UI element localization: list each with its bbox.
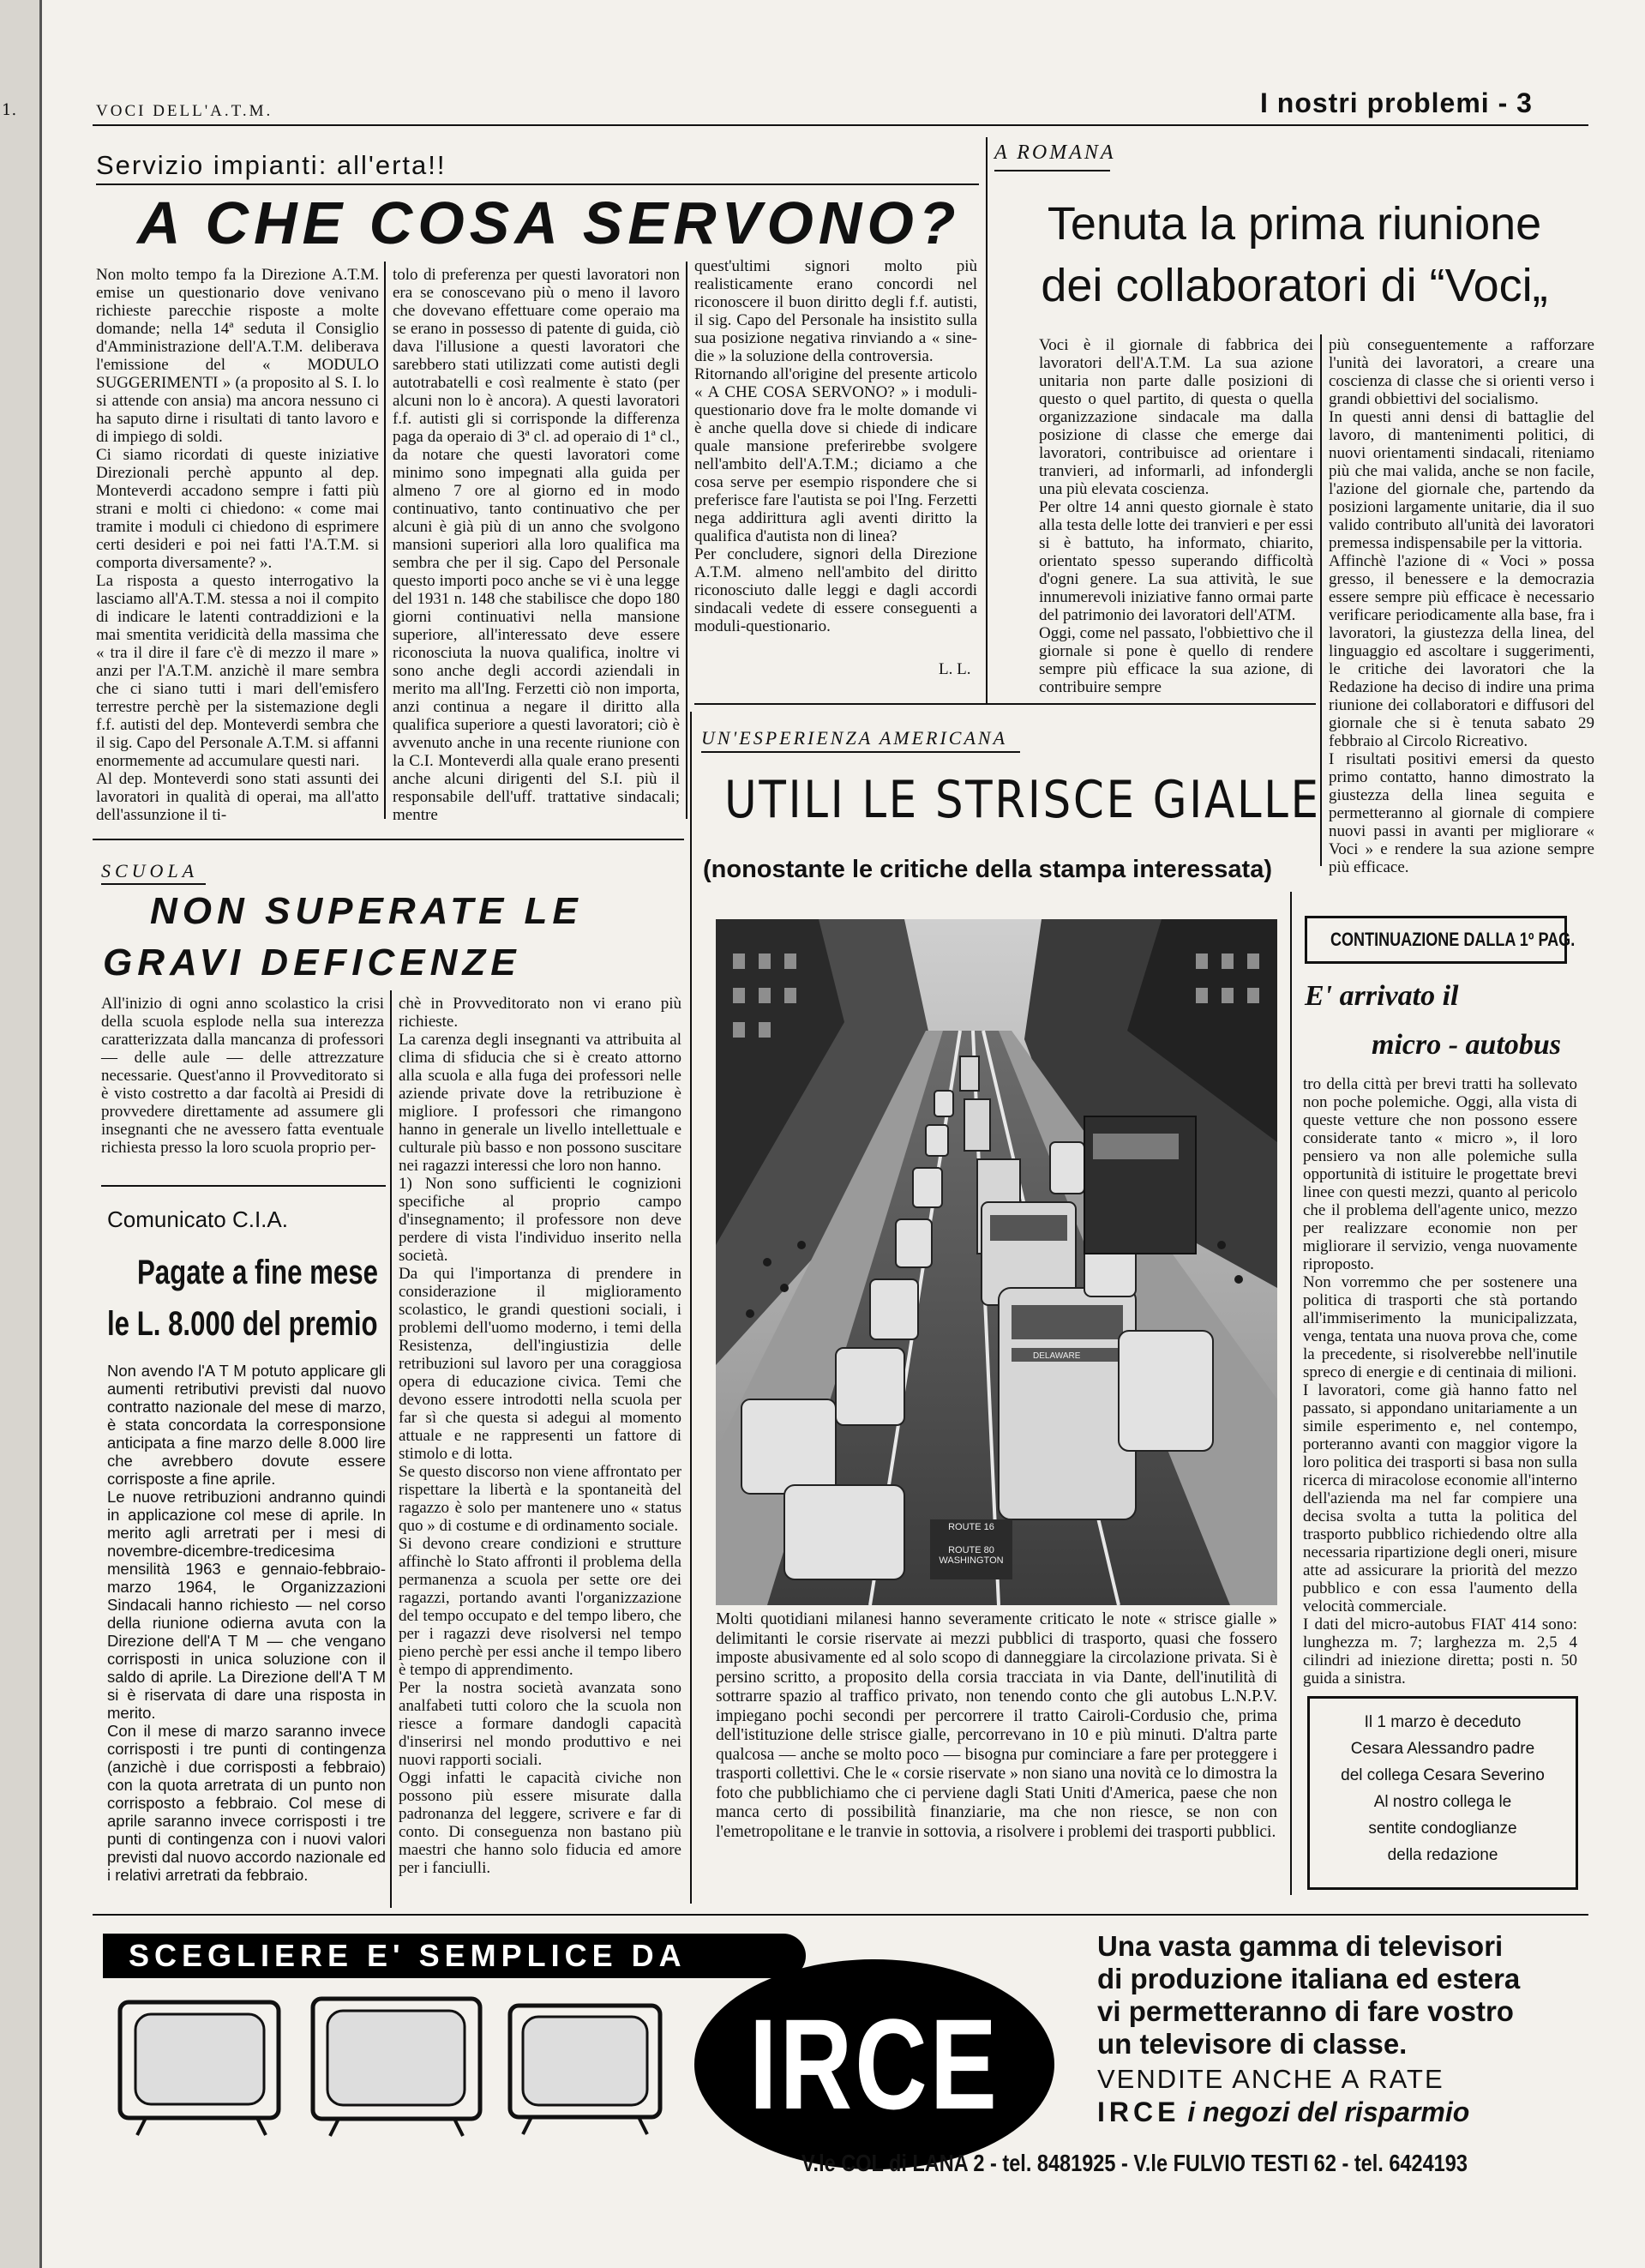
cia-kicker: Comunicato C.I.A. xyxy=(107,1206,288,1232)
tv-2-icon xyxy=(313,1999,480,2136)
ad-address: V.le COL di LANA 2 - tel. 8481925 - V.le FULVIO TESTI 62 - tel. 6424193 xyxy=(801,2150,1468,2176)
scuola-kicker: SCUOLA xyxy=(101,860,199,881)
scuola-headline-1: NON SUPERATE LE xyxy=(150,890,583,932)
ad-text-4: un televisore di classe. xyxy=(1097,2028,1408,2060)
ad-top-rule xyxy=(93,1914,1588,1916)
strisce-kicker-rule xyxy=(701,751,1020,753)
microbus-body: tro della città per brevi tratti ha sollevato non poche polemiche. Oggi, alla vista di queste vetture che non possono essere considerate tanto « micro », il loro pensiero va non alle polemiche sulla opportunità di istituire le progettate brevi linee con questi mezzi, quanto al pericolo che il problema dell'agente unico, mezzo per realizzare economie non per migliorare il servizio, venga nuovamente riproposto. Non vorremmo che per sostenere una politica di trasporti che stà portando all'immiserimento la municipalizzata, venga, tentata una nuova prova che, come la precedente, si risolverebbe nell'inutile spreco di energie e di centinaia di milioni. I lavoratori, come già hanno fatto nel passato, si appondano unitariamente a un simile esperimento e, nel contempo, porteranno avanti con maggior vigore la loro politica dei trasporti si basa non sulla ricerca di miracolose economie all'interno dell'azienda ma nel far compiere una decisa svolta a tutta la politica del trasporto pubblico richiedendo oltre alla necessaria ripartizione degli oneri, misure atte ad assicurare la priorità del mezzo pubblico e con essa l'aumento della velocità commerciale. I dati del micro-autobus FIAT 414 sono: lunghezza m. 7; larghezza m. 2,5 4 cilindri ad iniezione diretta; posti n. 50 guida a sinistra. xyxy=(1303,1075,1577,1687)
obituary-line-3: del collega Cesara Severino xyxy=(1341,1766,1545,1784)
romana-kicker: A ROMANA xyxy=(994,141,1116,164)
obituary-line-1: Il 1 marzo è deceduto xyxy=(1364,1713,1522,1731)
strisce-kicker: UN'ESPERIENZA AMERICANA xyxy=(701,727,1008,749)
margin-mark: 1. xyxy=(2,101,17,119)
street-photo xyxy=(716,919,1277,1605)
strisce-headline: UTILI LE STRISCE GIALLE xyxy=(724,770,1321,830)
romana-headline: Tenuta la prima riunione dei collaboratori di “Voci„ xyxy=(1041,198,1548,311)
strisce-subhead: (nonostante le critiche della stampa interessata) xyxy=(703,856,1272,883)
photo-sign-route-80: ROUTE 80 WASHINGTON xyxy=(939,1545,1004,1566)
strisce-top-rule xyxy=(694,703,1316,705)
romana-col-2: più conseguentemente a rafforzare l'unità dei lavoratori, a creare una coscienza di classe che si orienti verso i grandi obbiettivi del socialismo. In questi anni densi di battaglie del lavoro, di mantenimenti politici, di nuovi orientamenti sindacali, riteniamo più che mai valida, anche se non facile, l'azione del giornale che, partendo da posizioni largamente unitarie, dia il suo valido contributo all'unità dei lavoratori premessa indispensabile per la vittoria. Affinchè l'azione di « Voci » possa gresso, il benessere e la democrazia essere sempre più efficace è necessario verificare periodicamente alla base, fra i lavoratori, la giustezza della linea, del linguaggio ed ascoltare i suggerimenti, le critiche dei lavoratori che la Redazione ha deciso di indire una prima riunione dei collaboratori e diffusori del giornale che si è tenuta sabato 29 febbraio al Circolo Ricreativo. I risultati positivi emersi da questo primo contatto, hanno dimostrato la giustezza della linea seguita e permetteranno al giornale di compiere nuovi passi in avanti per migliorare « Voci » e rendere la sua azione sempre più efficace. xyxy=(1329,336,1594,876)
atm-signature: L. L. xyxy=(939,660,971,678)
cia-headline-2: le L. 8.000 del premio xyxy=(107,1305,378,1343)
scuola-col-1: All'inizio di ogni anno scolastico la crisi della scuola esplode nella sua interezza caratterizzata dalla mancanza di professori — delle aule — delle attrezzature necessarie. Quest'anno il Provveditorato si è visto costretto a dar facoltà ai Presidi di provvedere direttamente ad assumere gli insegnanti che ne avessero fatta eventuale richiesta presso la loro scuola proprio per- xyxy=(101,995,384,1157)
street-photo-image xyxy=(716,919,1277,1605)
scuola-col-2: chè in Provveditorato non vi erano più richieste. La carenza degli insegnanti va attribuita al clima di sfiducia che si è creato attorno alla scuola e alla fuga dei professori nelle aziende private dove la retribuzione è migliore. I professori che rimangono hanno in generale un livello intellettuale e culturale più basso e non possono suscitare nei ragazzi interessi che loro non hanno. 1) Non sono sufficienti le cognizioni specifiche al proprio campo d'insegnamento; il professore non deve perdere di vista l'individuo inserito nella società. Da qui l'importanza di prendere in considerazione il miglioramento scolastico, le grandi questioni sociali, i problemi dell'uomo moderno, i temi della Resistenza, dell'ingiustizia delle retribuzioni sul lavoro per una coraggiosa opera di educazione civica. Temi che devono essere introdotti nella scuola per far sì che questa si adegui al momento attuale e ne rappresenti un fattore di stimolo e di lotta. Se questo discorso non viene affrontato per rispettare la libertà e la spontaneità del ragazzo è solo per mantenere uno « status quo » di costume e di ordinamento sociale. Si devono creare condizioni e strutture affinchè lo Stato affronti il problema della permanenza a scuola per sette ore dei ragazzi, portando avanti l'organizzazione del tempo occupato e del tempo libero, che per i ragazzi deve risolversi nel tempo pieno perchè per essi anche il tempo libero è tempo di apprendimento. Per la nostra società avanzata sono analfabeti tutti coloro che la scuola non riesce a formare dandogli capacità d'inserirsi nel mondo produttivo e nei nuovi rapporti sociali. Oggi infatti le capacità civiche non possono più essere misurate dalla padronanza del leggere, scrivere e far di conto. Di conseguenza non bastano più maestri che hanno solo fiducia ed amore per i fanciulli. xyxy=(399,995,681,1877)
continuation-label: CONTINUAZIONE DALLA 1º PAG. xyxy=(1330,929,1576,950)
ad-text-1: Una vasta gamma di televisori xyxy=(1097,1930,1504,1962)
obituary-line-5: sentite condoglianze xyxy=(1368,1820,1517,1838)
irce-logo xyxy=(694,1959,1054,2169)
column-divider-microbus xyxy=(1290,892,1292,1895)
microbus-headline-1: E' arrivato il xyxy=(1305,980,1459,1012)
obituary-line-4: Al nostro collega le xyxy=(1373,1793,1512,1811)
cia-top-rule xyxy=(101,1185,386,1187)
atm-col-divider-1 xyxy=(384,262,386,819)
romana-col-1: Voci è il giornale di fabbrica dei lavoratori dell'A.T.M. La sua azione unitaria non parte dalle posizioni di questo o quel partito, di questa o quella organizzazione sindacale ma dalla posizione di classe che emerge dai lavoratori, contribuisce ad orientare i tranvieri, ad informarli, ad infondergli una più elevata coscienza. Per oltre 14 anni questo giornale è stato alla testa delle lotte dei tranvieri e per essi si è battuto, ha informato, chiarito, orientato spesso superando difficoltà d'ogni genere. La sua attività, le sue innumerevoli iniziative fanno ormai parte del patrimonio dei lavoratori dell'ATM. Oggi, come nel passato, l'obbiettivo che il giornale si pone è quello di rendere sempre più efficace la sua azione, di contribuire sempre xyxy=(1039,336,1313,696)
header-rule xyxy=(93,124,1588,126)
tv-illustrations xyxy=(111,1994,669,2144)
romana-kicker-rule xyxy=(994,170,1110,171)
ad-banner xyxy=(103,1934,806,1978)
header-publication: VOCI DELL'A.T.M. xyxy=(96,102,273,120)
obituary-box xyxy=(1307,1696,1578,1890)
ad-irce xyxy=(94,1925,1586,2187)
obituary-line-6: della redazione xyxy=(1387,1846,1498,1864)
left-page-edge xyxy=(0,0,39,2268)
ad-text-6 xyxy=(1097,2097,1469,2128)
scuola-top-rule xyxy=(93,839,684,840)
atm-col-2: tolo di preferenza per questi lavoratori non era se conoscevano più o meno il lavoro che dovevano effettuare come operaio ma se erano in possesso di patente di guida, ciò dava l'illusione a questi lavoratori che sarebbero stati utilizzati come autisti degli autotrabatelli e così realmente è stato (per alcuni non lo è ancora). A questi lavoratori f.f. autisti gli si corrisponde la differenza paga da operaio di 3ª cl. ad operaio di 1ª cl., da notare che questi lavoratori come minimo sono impegnati alla guida per almeno 7 ore al giorno ed in modo continuativo, tanto continuativo che per alcuni è già più di un anno che svolgono mansioni superiori alla loro qualifica ma sembra che per il sig. Capo del Personale questo importi poco anche se vi è una legge del 1931 n. 148 che stabilisce che dopo 180 giorni continuativi nella mansione superiore, all'interessato deve essere riconosciuta la nuova qualifica, inoltre vi sono anche degli accordi aziendali in merito ma all'Ing. Ferzetti ciò non importa, anzi continua a negare il diritto alla qualifica superiore a questi lavoratori; ciò è avvenuto anche in una recente riunione con la C.I. Monteverdi alla quale erano presenti anche alcuni dirigenti del S.I. più il responsabile dell'uff. trattative sindacali; mentre xyxy=(393,266,680,824)
cia-body: Non avendo l'A T M potuto applicare gli aumenti retributivi previsti dal nuovo contratto nazionale del mese di marzo, è stata concordata la corresponsione anticipata a fine marzo delle 8.000 lire che avrebbero dovute essere corrisposte a fine aprile. Le nuove retribuzioni andranno quindi in applicazione col mese di aprile. In merito agli arretrati per i mesi di novembre-dicembre-tredicesima mensilità 1963 e gennaio-febbraio-marzo 1964, le Organizzazioni Sindacali hanno richiesto — nel corso della riunione odierna avuta con la Direzione dell'A T M — che vengano corrisposti in unica soluzione con il saldo di aprile. La Direzione dell'A T M si è riservata di dare una risposta in merito. Con il mese di marzo saranno invece corrisposti i tre punti di contingenza (anzichè i due corrisposti a febbraio) con la quota arretrata di un punto non corrisposto a febbraio. Col mese di aprile saranno invece corrisposti i tre punti di contingenza con i nuovi valori previsti dal nuovo accordo nazionale ed i relativi arretrati da febbraio. xyxy=(107,1362,386,1884)
photo-bus-label: DELAWARE xyxy=(1033,1351,1081,1361)
continuation-box xyxy=(1305,916,1576,964)
tv-1-icon xyxy=(120,2002,279,2135)
scuola-headline-2: GRAVI DEFICENZE xyxy=(103,941,521,984)
ad-text-3: vi permetteranno di fare vostro xyxy=(1097,1995,1514,2027)
scuola-kicker-rule xyxy=(101,883,206,885)
atm-col-1: Non molto tempo fa la Direzione A.T.M. emise un questionario dove venivano richieste parecchie risposte a molte domande; nella 14ª seduta il Consiglio d'Amministrazione dell'A.T.M. deliberava l'emissione del « MODULO SUGGERIMENTI » (a proposito al S. I. lo si attende con ansia) ma ancora nessuno ci ha saputo dirne i risultati di tanto lavoro e di impiego di soldi. Ci siamo ricordati di queste iniziative Direzionali perchè appunto al dep. Monteverdi accadono sempre i fatti più strani e molti ci chiedono: « come mai tramite i moduli ci chiedono di esprimere certi desideri e poi nei fatti l'A.T.M. si comporta diversamente? ». La risposta a questo interrogativo la lasciamo all'A.T.M. stessa a noi il compito di indicare le latenti contraddizioni e la mai smentita veridicità della massima che « tra il dire il fare c'è di mezzo il mare » anzi per l'A.T.M. anzichè il mare sembra che ci siano tutti i mari dell'emisfero terrestre perchè per la sistemazione degli f.f. autisti del dep. Monteverdi sembra che il sig. Capo del Personale A.T.M. si affanni enormemente ad accumulare questi nari. Al dep. Monteverdi sono stati assunti dei lavoratori in qualità di operai, ma all'atto dell'assunzione il ti- xyxy=(96,266,379,824)
ad-text-2: di produzione italiana ed estera xyxy=(1097,1963,1521,1994)
microbus-headline-2: micro - autobus xyxy=(1372,1029,1562,1061)
atm-kicker: Servizio impianti: all'erta!! xyxy=(96,150,447,180)
irce-logo-text: IRCE xyxy=(748,1992,1000,2136)
ad-banner-text: SCEGLIERE E' SEMPLICE DA xyxy=(129,1938,687,1973)
tv-3-icon xyxy=(510,2006,660,2134)
photo-sign-route-16: ROUTE 16 xyxy=(948,1522,994,1532)
cia-headline-1: Pagate a fine mese xyxy=(137,1254,378,1291)
column-divider-main xyxy=(986,137,988,703)
ad-brand: IRCE xyxy=(1097,2097,1180,2127)
page-fold xyxy=(39,0,42,2268)
atm-headline: A CHE COSA SERVONO? xyxy=(137,190,961,256)
obituary-line-2: Cesara Alessandro padre xyxy=(1350,1740,1535,1758)
atm-col-divider-2 xyxy=(686,262,687,819)
atm-col-3: quest'ultimi signori molto più realisticamente erano concordi nel riconoscere il buon diritto degli f.f. autisti, il sig. Capo del Personale ha insistito sulla sua posizione negativa rinviando a « sine-die » la soluzione della controversia. Ritornando all'origine del presente articolo « A CHE COSA SERVONO? » i moduli-questionario dove fra le molte domande vi è anche quella dove si chiede di indicare quale mansione preferirebbe svolgere nell'ambito dell'A.T.M.; diciamo a che cosa serve per esempio rispondere che si preferisce fare l'autista se poi l'Ing. Ferzetti nega addirittura agli aventi diritto la qualifica d'autista non di linea? Per concludere, signori della Direzione A.T.M. almeno nell'ambito del diritto riconosciuto dalle leggi e dagli accordi sindacali vedete di essere conseguenti a moduli-questionario. xyxy=(694,257,977,635)
header-section-page: I nostri problemi - 3 xyxy=(1260,87,1533,118)
scuola-col-divider xyxy=(390,990,392,1908)
ad-slogan: i negozi del risparmio xyxy=(1180,2097,1470,2127)
column-divider-scuola xyxy=(690,712,692,1904)
ad-text-5: VENDITE ANCHE A RATE xyxy=(1097,2064,1444,2094)
atm-kicker-rule xyxy=(96,183,979,185)
strisce-caption: Molti quotidiani milanesi hanno severamente criticato le note « strisce gialle » delimitanti le corsie riservate ai mezzi pubblici di trasporto, quasi che fossero imposte abusivamente ed al solo scopo di danneggiare la circolazione privata. Si è persino scritto, a proposito della corsia tracciata in via Dante, dell'inutilità di sottrarre spazio al traffico privato, non tenendo conto che gli autobus L.N.P.V. impiegano pochi secondi per percorrere il tratto Cairoli-Cordusio che, prima dell'istituzione delle strisce gialle, percorrevano in 10 e più minuti. D'altra parte qualcosa — anche se molto poco — bisogna pur cominciare a fare per proteggere i trasporti collettivi. Che le « corsie riservate » non siano una novità ce lo dimostra la foto che pubblichiamo che ci perviene dagli Stati Uniti d'America, paese che non manca certo di possibilità finanziarie, ma che non riesce, se non con l'emetropolitane e le tranvie in sottovia, a risolvere i problemi dei trasporti pubblici. xyxy=(716,1610,1277,1841)
